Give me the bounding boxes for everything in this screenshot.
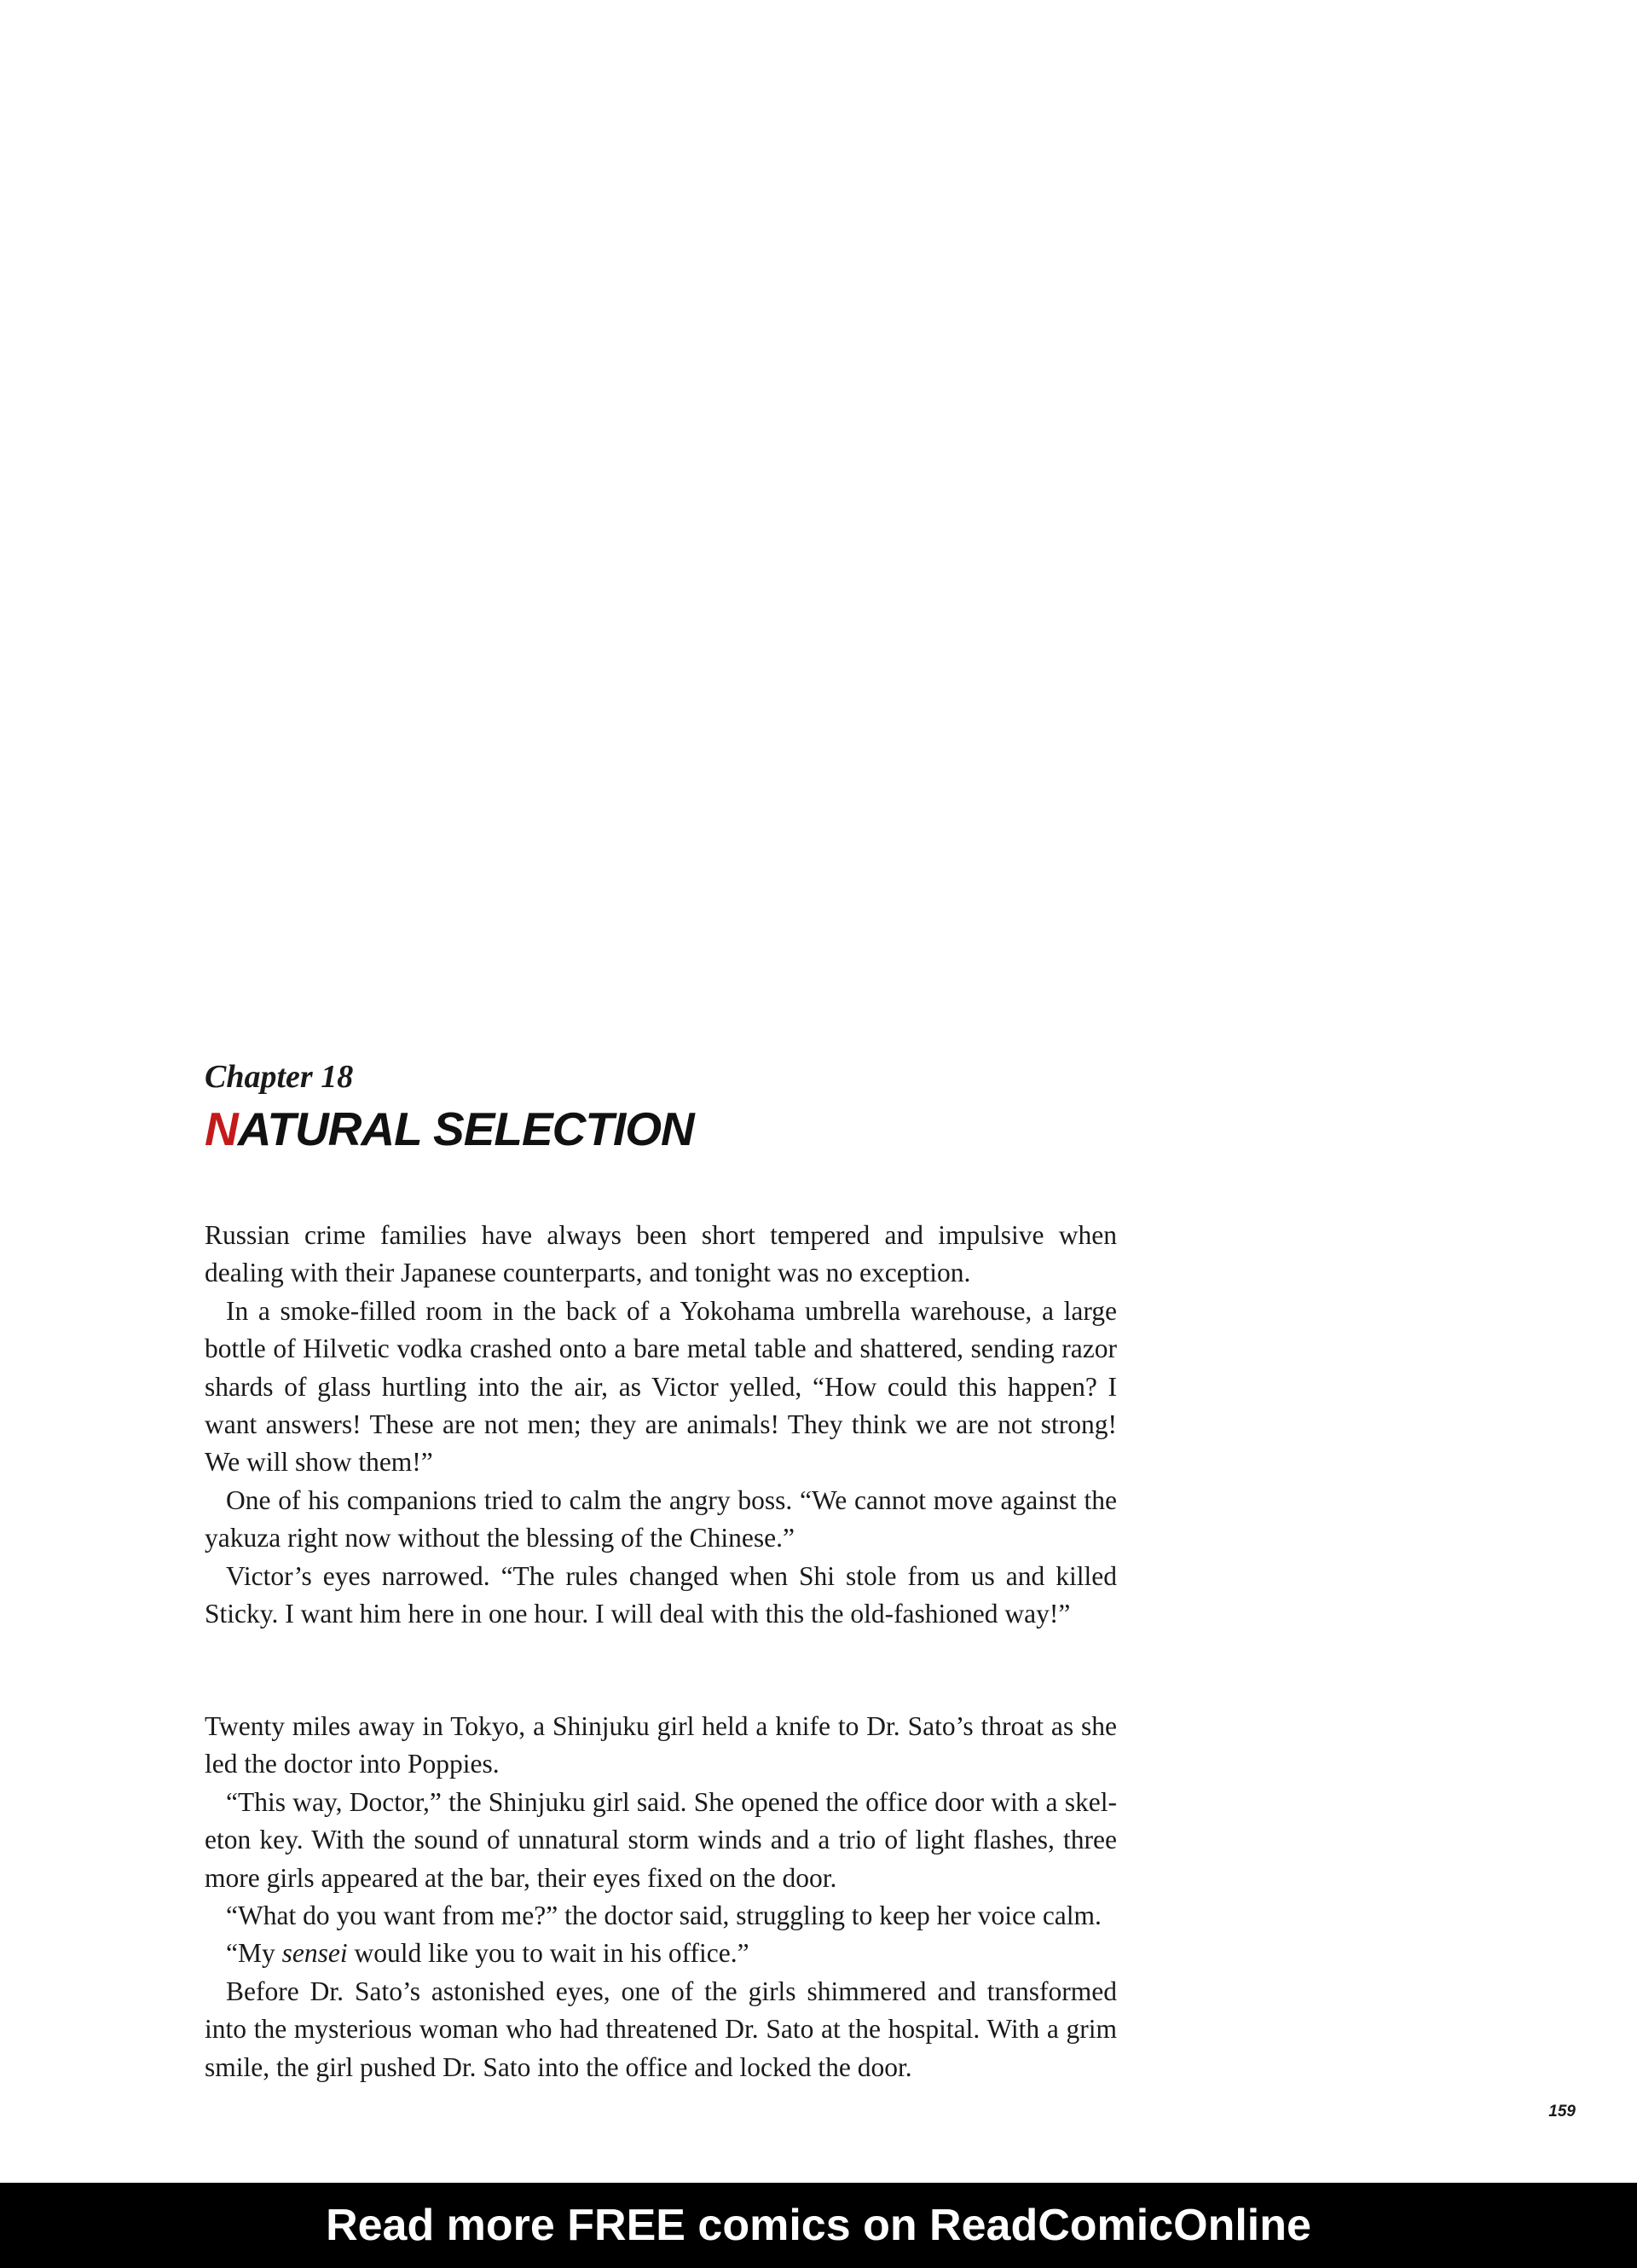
- paragraph: Russian crime families have always been short tempered and impulsive when dealing with their Japanese counterparts, and tonight was no exception.: [205, 1220, 1117, 1288]
- paragraph: In a smoke-filled room in the back of a Yokohama umbrella warehouse, a large bottle of Hilvetic vodka crashed onto a bare metal table and shattered, sending razor shards of glass hurtling into the air, as Victor yelled, “How could this happen? I want answers! These are not men; they are animals! They think we are not strong! We will show them!”: [205, 1295, 1117, 1478]
- paragraph: Before Dr. Sato’s astonished eyes, one of the girls shimmered and transformed into the mysterious woman who had threatened Dr. Sato at the hospital. With a grim smile, the girl pushed Dr. Sato into the office and locked the door.: [205, 1976, 1117, 2082]
- page-number: 159: [1548, 2103, 1576, 2120]
- chapter-title: [205, 1100, 694, 1158]
- section-two: [205, 1708, 1117, 2086]
- sensei-word: sensei: [281, 1938, 348, 1969]
- paragraph: “What do you want from me?” the doctor said, struggling to keep her voice calm.: [226, 1901, 1102, 1931]
- chapter-label: Chapter 18: [205, 1059, 354, 1095]
- sensei-tail: would like you to wait in his office.”: [347, 1938, 749, 1969]
- chapter-title-rest: ATURAL SELECTION: [237, 1102, 694, 1155]
- paragraph: “This way, Doctor,” the Shinjuku girl said. She opened the office door with a skel-eton key. With the sound of unnatural storm winds and a trio of light flashes, three more girls appeared at the bar, their eyes fixed on the door.: [205, 1786, 1117, 1893]
- section-one: [205, 1217, 1117, 1633]
- paragraph: Victor’s eyes narrowed. “The rules changed when Shi stole from us and killed Sticky. I want him here in one hour. I will deal with this the old-fashioned way!”: [205, 1560, 1117, 1629]
- promo-banner-text[interactable]: Read more FREE comics on ReadComicOnline: [326, 2201, 1311, 2250]
- paragraph: One of his companions tried to calm the angry boss. “We cannot move against the yakuza right now without the blessing of the Chinese.”: [205, 1484, 1117, 1553]
- paragraph-sensei: [205, 1935, 1117, 1972]
- sensei-lead: “My: [226, 1938, 282, 1969]
- chapter-title-initial: N: [205, 1102, 238, 1155]
- paragraph: Twenty miles away in Tokyo, a Shinjuku girl held a knife to Dr. Sato’s throat as she led the doctor into Poppies.: [205, 1711, 1117, 1779]
- promo-banner[interactable]: [0, 2183, 1637, 2268]
